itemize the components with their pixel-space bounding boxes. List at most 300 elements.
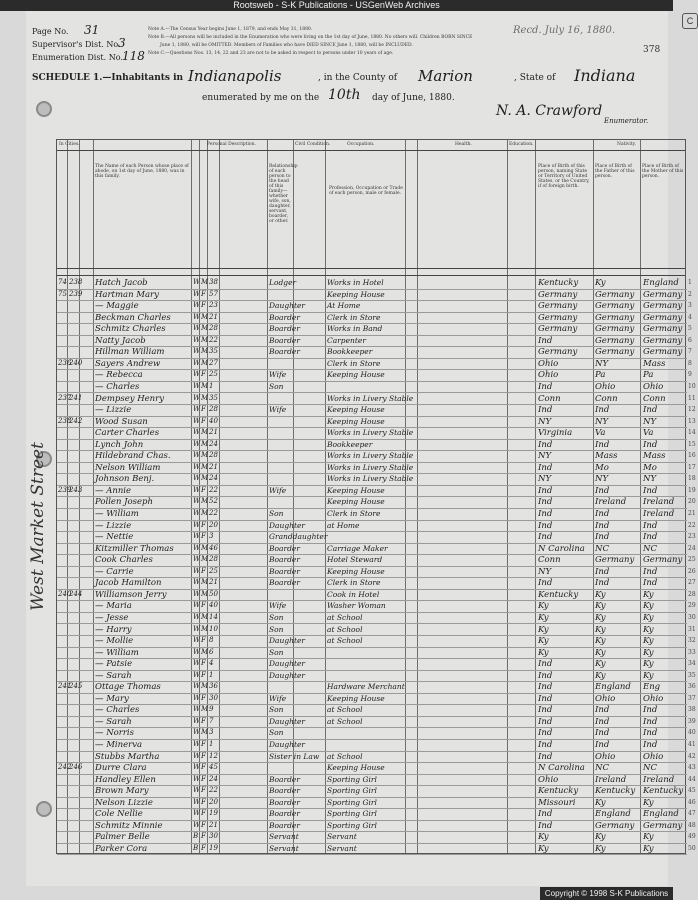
age-cell: 21 [209, 578, 218, 587]
birthplace-cell: NY [538, 416, 552, 427]
father-birthplace-cell: NY [595, 416, 609, 427]
color-cell: W [193, 347, 201, 356]
line-number: 5 [688, 325, 692, 333]
mother-birthplace-cell: Ind [643, 578, 658, 589]
person-name: Ottage Thomas [95, 682, 161, 693]
color-cell: W [193, 509, 201, 517]
father-birthplace-cell: Germany [595, 335, 635, 346]
age-cell: 36 [209, 682, 218, 691]
relationship-cell: Wife [269, 370, 287, 380]
color-cell: W [193, 693, 201, 702]
birthplace-cell: Ind [538, 682, 553, 693]
birthplace-cell: Ky [538, 832, 549, 843]
birthplace-cell: Ky [538, 624, 549, 635]
birthplace-cell: NY [538, 566, 552, 577]
birthplace-cell: Ind [538, 716, 553, 727]
mother-birthplace-cell: Ind [643, 566, 658, 577]
birthplace-cell: Ind [538, 335, 553, 346]
mother-birthplace-cell: Ky [643, 647, 654, 658]
relationship-cell: Boarder [269, 786, 300, 796]
mother-birthplace-cell: Ind [643, 740, 658, 750]
dwelling-number: 241 [58, 682, 72, 691]
line-number: 20 [688, 498, 696, 506]
line-number: 26 [688, 567, 696, 575]
color-cell: W [193, 428, 201, 437]
age-cell: 20 [209, 520, 218, 529]
age-cell: 24 [209, 439, 218, 448]
mother-birthplace-cell: Pa [643, 370, 654, 381]
sex-cell: F [201, 693, 206, 702]
relationship-cell: Boarder [269, 820, 300, 830]
color-cell: W [193, 358, 201, 367]
person-name: Sayers Andrew [95, 358, 161, 369]
sex-cell: F [201, 809, 206, 818]
color-cell: W [193, 301, 201, 310]
father-birthplace-cell: Germany [595, 312, 635, 323]
person-name: — Lizzie [95, 520, 132, 531]
line-number: 21 [688, 510, 696, 517]
line-number: 46 [688, 798, 696, 806]
occupation-cell: at School [327, 612, 363, 622]
color-cell: W [193, 532, 201, 541]
county-label: , in the County of [318, 73, 398, 83]
person-name: — Rebecca [95, 370, 143, 381]
sex-cell: F [201, 751, 206, 760]
family-number: 240 [69, 358, 83, 367]
person-name: — Minerva [95, 740, 143, 750]
person-name: Nelson William [95, 462, 161, 473]
person-name: Cook Charles [95, 555, 153, 566]
age-cell: 9 [209, 705, 214, 714]
person-name: Johnson Benj. [95, 474, 155, 485]
birthplace-cell: Ind [538, 705, 553, 716]
sex-cell: M [201, 682, 209, 691]
mother-birthplace-cell: Ireland [643, 774, 675, 785]
age-cell: 50 [209, 589, 218, 598]
birthplace-cell: Ky [538, 612, 549, 623]
person-name: — Maggie [95, 301, 139, 312]
birthplace-cell: Ind [538, 809, 553, 820]
mother-birthplace-cell: Ireland [643, 497, 675, 508]
line-number: 12 [688, 406, 696, 414]
father-birthplace-cell: NY [595, 474, 609, 485]
mother-birthplace-cell: England [643, 809, 679, 820]
occupation-cell: Sporting Girl [327, 786, 377, 796]
birthplace-cell: Ohio [538, 774, 559, 785]
person-name: Pollen Joseph [95, 497, 153, 508]
mother-birthplace-cell: Ky [643, 624, 654, 635]
sex-cell: M [201, 462, 209, 471]
father-birthplace-cell: Ky [595, 636, 606, 647]
birthplace-cell: Missouri [538, 797, 576, 808]
occupation-cell: Keeping House [327, 416, 385, 426]
person-name: Wood Susan [95, 416, 148, 427]
birthplace-cell: NY [538, 451, 552, 462]
sex-cell: F [201, 416, 206, 425]
birthplace-cell: Ky [538, 647, 549, 658]
line-number: 43 [688, 764, 696, 772]
sex-cell: F [201, 659, 206, 668]
mother-birthplace-cell: Mass [643, 358, 666, 369]
mother-birthplace-cell: Ohio [643, 693, 664, 704]
sex-cell: M [201, 358, 209, 367]
mother-birthplace-cell: Germany [643, 555, 683, 566]
age-cell: 28 [209, 555, 218, 564]
color-cell: B [193, 832, 199, 841]
birthplace-cell: Ind [538, 405, 553, 416]
person-name: — Harry [95, 624, 132, 635]
mother-birthplace-cell: Ky [643, 659, 654, 670]
note-a: Note A.—The Census Year begins June 1, 1879, and ends May 31, 1880. [148, 27, 313, 32]
note-b: Note B.—All persons will be included in the Enumeration who were living on the 1st day of June, 1880. No others will. Children BORN SINCE [148, 35, 473, 40]
sex-cell: M [201, 728, 209, 737]
age-cell: 25 [209, 566, 218, 575]
relationship-cell: Boarder [269, 543, 300, 553]
birthplace-cell: Ind [538, 509, 553, 519]
age-cell: 30 [209, 832, 218, 841]
sex-cell: F [201, 820, 206, 829]
line-number: 17 [688, 463, 696, 471]
relationship-cell: Son [269, 647, 284, 657]
line-number: 37 [688, 694, 696, 702]
line-number: 6 [688, 336, 692, 344]
father-birthplace-cell: Mass [595, 451, 618, 462]
binder-hole-icon [36, 101, 52, 117]
age-cell: 22 [209, 335, 218, 344]
birthplace-cell: N Carolina [538, 543, 585, 554]
page-label: Page No. [32, 27, 69, 36]
state-label: , State of [514, 73, 556, 83]
line-number: 18 [688, 475, 696, 483]
dwelling-number: 238 [58, 416, 72, 425]
birthplace-cell: Ind [538, 751, 553, 762]
occupation-cell: Clerk in Store [327, 509, 381, 518]
age-cell: 40 [209, 416, 218, 425]
birthplace-cell: N Carolina [538, 763, 585, 774]
birthplace-cell: Ind [538, 381, 553, 392]
mother-birthplace-cell: Ind [643, 439, 658, 450]
birthplace-cell: Ohio [538, 370, 559, 381]
family-number: 243 [69, 485, 83, 494]
line-number: 4 [688, 313, 692, 321]
sex-cell: M [201, 335, 209, 344]
enumeration-value: 118 [122, 49, 145, 63]
occupation-cell: Keeping House [327, 485, 385, 495]
mother-birthplace-cell: Germany [643, 347, 683, 358]
relationship-cell: Boarder [269, 335, 300, 345]
age-cell: 12 [209, 751, 218, 760]
mother-birthplace-cell: Ind [643, 520, 658, 531]
birthplace-cell: Ohio [538, 358, 559, 369]
person-name: — William [95, 509, 139, 519]
state-name: Indiana [574, 66, 636, 85]
relationship-cell: Servant [269, 843, 299, 853]
line-number: 39 [688, 717, 696, 725]
age-cell: 57 [209, 289, 218, 298]
schedule-title: SCHEDULE 1.—Inhabitants in [32, 73, 184, 83]
sex-cell: M [201, 381, 209, 390]
occupation-cell: Servant [327, 832, 357, 842]
birthplace-cell: Kentucky [538, 786, 579, 797]
occupation-cell: Keeping House [327, 566, 385, 576]
color-cell: W [193, 820, 201, 829]
mother-birthplace-cell: Ky [643, 589, 654, 600]
relationship-cell: Boarder [269, 566, 300, 576]
color-cell: W [193, 659, 201, 668]
dwelling-number: 236 [58, 358, 72, 367]
age-cell: 21 [209, 312, 218, 321]
occupation-cell: Keeping House [327, 405, 385, 415]
sex-cell: F [201, 763, 206, 772]
color-cell: W [193, 578, 201, 587]
occupation-cell: Clerk in Store [327, 312, 381, 322]
sex-cell: F [201, 520, 206, 529]
person-name: — Maria [95, 601, 132, 612]
father-birthplace-cell: Ky [595, 647, 606, 658]
age-cell: 4 [209, 659, 214, 668]
mother-birthplace-cell: England [643, 278, 679, 288]
occupation-cell: Bookkeeper [327, 347, 373, 357]
sex-cell: M [201, 428, 209, 437]
color-cell: W [193, 439, 201, 448]
occupation-cell: Servant [327, 843, 357, 853]
father-birthplace-cell: Ky [595, 843, 606, 854]
sex-cell: F [201, 832, 206, 841]
occupation-cell: Works in Livery Stable [327, 474, 414, 484]
age-cell: 35 [209, 347, 218, 356]
relationship-cell: Boarder [269, 774, 300, 784]
father-birthplace-cell: Ky [595, 624, 606, 635]
father-birthplace-cell: Va [595, 428, 606, 439]
person-name: Schmitz Minnie [95, 820, 163, 831]
father-birthplace-cell: Ky [595, 278, 606, 288]
age-cell: 25 [209, 370, 218, 379]
mother-birthplace-cell: NC [643, 763, 657, 774]
color-cell: W [193, 716, 201, 725]
line-number: 41 [688, 741, 696, 748]
sex-cell: F [201, 289, 206, 298]
line-number: 1 [688, 279, 692, 286]
copyright-banner: Copyright © 1998 S-K Publications [540, 887, 673, 900]
father-birthplace-cell: Ky [595, 589, 606, 600]
relationship-cell: Boarder [269, 324, 300, 334]
person-name: — Carrie [95, 566, 134, 577]
birthplace-cell: Ind [538, 485, 553, 496]
color-cell: W [193, 497, 201, 506]
line-number: 30 [688, 613, 696, 621]
sex-cell: M [201, 624, 209, 633]
father-birthplace-cell: Ky [595, 832, 606, 843]
father-birthplace-cell: Ind [595, 716, 610, 727]
age-cell: 3 [209, 728, 214, 737]
mother-birthplace-cell: Ky [643, 843, 654, 854]
father-birthplace-cell: Ind [595, 532, 610, 543]
person-name: — Nettie [95, 532, 134, 543]
mother-birthplace-cell: Ireland [643, 509, 675, 519]
relationship-cell: Son [269, 509, 284, 518]
mother-birthplace-cell: Ind [643, 728, 658, 739]
sex-cell: M [201, 451, 209, 460]
relationship-cell: Son [269, 612, 284, 622]
mother-birthplace-cell: Ky [643, 636, 654, 647]
sex-cell: F [201, 797, 206, 806]
father-birthplace-cell: NC [595, 763, 609, 774]
sex-cell: M [201, 705, 209, 714]
color-cell: W [193, 705, 201, 714]
birthplace-cell: Ky [538, 601, 549, 612]
line-number: 27 [688, 579, 696, 587]
color-cell: W [193, 601, 201, 610]
occupation-cell: Hotel Steward [327, 555, 383, 565]
relationship-cell: Boarder [269, 797, 300, 807]
age-cell: 46 [209, 543, 218, 552]
occupation-cell: Sporting Girl [327, 820, 377, 830]
page-value: 31 [84, 23, 100, 37]
age-cell: 30 [209, 693, 218, 702]
sex-cell: M [201, 324, 209, 333]
occupation-cell: Sporting Girl [327, 797, 377, 807]
father-birthplace-cell: Ky [595, 797, 606, 808]
occupation-cell: Keeping House [327, 370, 385, 380]
sex-cell: F [201, 301, 206, 310]
father-birthplace-cell: Ind [595, 578, 610, 589]
occupation-cell: Works in Livery Stable [327, 451, 414, 461]
color-cell: W [193, 416, 201, 425]
relationship-cell: Daughter [269, 740, 305, 749]
mother-birthplace-cell: Ky [643, 797, 654, 808]
color-cell: W [193, 728, 201, 737]
line-number: 47 [688, 810, 696, 818]
father-birthplace-cell: Kentucky [595, 786, 636, 797]
color-cell: W [193, 774, 201, 783]
sex-cell: F [201, 740, 206, 748]
line-number: 15 [688, 440, 696, 448]
sex-cell: M [201, 578, 209, 587]
birthplace-cell: Germany [538, 324, 578, 335]
mother-birthplace-cell: Ky [643, 612, 654, 623]
archive-banner: Rootsweb - S-K Publications - USGenWeb Archives [0, 0, 673, 11]
sex-cell: F [201, 601, 206, 610]
birthplace-cell: Germany [538, 312, 578, 323]
line-number: 11 [688, 394, 696, 402]
birthplace-cell: Ind [538, 693, 553, 704]
birthplace-cell: Ind [538, 497, 553, 508]
line-number: 49 [688, 833, 696, 841]
relationship-cell: Boarder [269, 809, 300, 819]
dwelling-number: 75 [58, 289, 67, 298]
occupation-cell: Washer Woman [327, 601, 386, 611]
line-number: 32 [688, 637, 696, 645]
father-birthplace-cell: Ky [595, 601, 606, 612]
color-cell: W [193, 797, 201, 806]
color-cell: W [193, 289, 201, 298]
birthplace-cell: Ind [538, 439, 553, 450]
father-birthplace-cell: Ohio [595, 381, 616, 392]
relationship-cell: Son [269, 728, 284, 738]
line-number: 25 [688, 556, 696, 564]
sex-cell: M [201, 497, 209, 506]
sex-cell: M [201, 509, 209, 517]
occupation-cell: Carriage Maker [327, 543, 388, 553]
person-name: — Sarah [95, 670, 132, 681]
family-number: 241 [69, 393, 83, 402]
age-cell: 28 [209, 324, 218, 333]
father-birthplace-cell: Ind [595, 740, 610, 750]
occupation-cell: Bookkeeper [327, 439, 373, 449]
mother-birthplace-cell: Ohio [643, 381, 664, 392]
age-cell: 6 [209, 647, 214, 656]
age-cell: 1 [209, 381, 214, 390]
birthplace-cell: Ind [538, 670, 553, 681]
table-row [57, 843, 696, 857]
father-birthplace-cell: England [595, 682, 631, 693]
age-cell: 45 [209, 763, 218, 772]
birthplace-cell: Ind [538, 820, 553, 831]
header-in-cities: In Cities. [59, 142, 80, 147]
relationship-cell: Boarder [269, 347, 300, 357]
relationship-cell: Son [269, 624, 284, 634]
mother-birthplace-cell: Germany [643, 312, 683, 323]
father-birthplace-cell: Germany [595, 347, 635, 358]
sex-cell: F [201, 670, 206, 679]
relationship-cell: Servant [269, 832, 299, 842]
mother-birthplace-cell: Ind [643, 485, 658, 496]
birthplace-cell: Ind [538, 740, 553, 750]
age-cell: 40 [209, 601, 218, 610]
mother-birthplace-cell: Ind [643, 716, 658, 727]
mother-birthplace-cell: Mo [643, 462, 657, 473]
mother-birthplace-cell: Germany [643, 289, 683, 300]
age-cell: 1 [209, 740, 214, 748]
color-cell: W [193, 786, 201, 795]
age-cell: 7 [209, 716, 214, 725]
person-name: Parker Cora [95, 843, 148, 854]
birthplace-cell: NY [538, 474, 552, 485]
occupation-cell: Sporting Girl [327, 774, 377, 784]
line-number: 35 [688, 671, 696, 679]
person-name: — Jesse [95, 612, 129, 623]
father-birthplace-cell: Ind [595, 509, 610, 519]
color-cell: W [193, 370, 201, 379]
occupation-cell: Sporting Girl [327, 809, 377, 819]
line-number: 34 [688, 660, 696, 668]
father-birthplace-cell: Ky [595, 659, 606, 670]
birthplace-cell: Ind [538, 728, 553, 739]
line-number: 10 [688, 382, 696, 390]
header-profession: Profession, Occupation or Trade of each person, male or female. [329, 186, 403, 196]
header-health: Health. [455, 142, 472, 147]
occupation-cell: Works in Hotel [327, 278, 384, 287]
relationship-cell: Wife [269, 693, 287, 703]
person-name: — Charles [95, 381, 140, 392]
sex-cell: F [201, 532, 206, 541]
occupation-cell: Keeping House [327, 497, 385, 507]
occupation-cell: at School [327, 751, 363, 761]
age-cell: 28 [209, 451, 218, 460]
color-cell: W [193, 278, 201, 286]
age-cell: 19 [209, 809, 218, 818]
color-cell: W [193, 393, 201, 402]
header-civil: Civil Condition. [295, 142, 331, 147]
note-b-continued: June 1, 1880, will be OMITTED. Members of Families who have DIED SINCE June 1, 1880, will be INCLUDED. [160, 43, 413, 48]
header-personal: Personal Description. [207, 142, 256, 147]
dwelling-number: 237 [58, 393, 72, 402]
color-cell: W [193, 751, 201, 760]
color-cell: W [193, 566, 201, 575]
line-number: 29 [688, 602, 696, 610]
birthplace-cell: Germany [538, 289, 578, 300]
person-name: Williamson Jerry [95, 589, 167, 600]
